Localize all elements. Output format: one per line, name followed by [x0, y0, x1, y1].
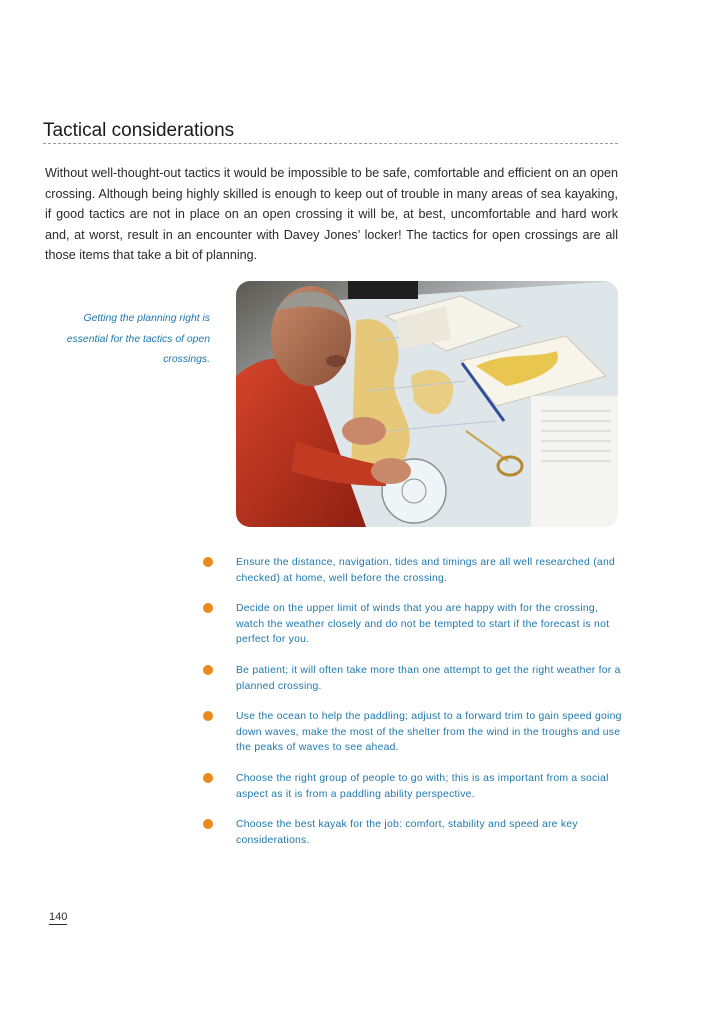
- heading-divider: [43, 143, 618, 144]
- list-item-text: Be patient; it will often take more than one attempt to get the right weather for a planned crossing.: [236, 664, 621, 692]
- list-item-text: Use the ocean to help the paddling; adjust to a forward trim to gain speed going down waves, make the most of the shelter from the wind in the troughs and use the peaks of waves to see ahead.: [236, 711, 622, 754]
- list-item-text: Decide on the upper limit of winds that you are happy with for the crossing, watch the weather closely and do not be tempted to start if the forecast is not perfect for you.: [236, 603, 610, 646]
- bullet-dot-icon: [203, 665, 213, 675]
- list-item: [202, 709, 622, 756]
- section-heading: Tactical considerations: [43, 120, 235, 141]
- bullet-dot-icon: [203, 603, 213, 613]
- bullet-dot-icon: [203, 773, 213, 783]
- list-item: [202, 817, 622, 848]
- bullet-dot-icon: [203, 819, 213, 829]
- list-item-text: Ensure the distance, navigation, tides and timings are all well researched (and checked) at home, well before the crossing.: [236, 557, 616, 584]
- list-item: [202, 601, 622, 648]
- tactics-list: [202, 555, 622, 863]
- bullet-dot-icon: [203, 557, 213, 567]
- photo-man-planning-on-chart: [236, 281, 618, 527]
- list-item-text: Choose the best kayak for the job: comfort, stability and speed are key considerations.: [236, 819, 578, 846]
- list-item: [202, 663, 622, 694]
- photo-caption: Getting the planning right is essential for the tactics of open crossings.: [66, 313, 210, 365]
- list-item-text: Choose the right group of people to go with; this is as important from a social aspect as it is from a paddling ability perspective.: [236, 772, 609, 800]
- page-number: 140: [49, 911, 68, 923]
- intro-paragraph: Without well-thought-out tactics it would be impossible to be safe, comfortable and efficient on an open crossing. Although being highly skilled is enough to keep out of trouble in many areas of sea kayaking, if good tactics are not in place on an open crossing it will be, at best, uncomfortable and hard work and, at worst, result in an encounter with Davey Jones’ locker! The tactics for open crossings are all those items that take a bit of planning.: [45, 166, 618, 262]
- list-item: [202, 555, 622, 586]
- list-item: [202, 771, 622, 802]
- bullet-dot-icon: [203, 711, 213, 721]
